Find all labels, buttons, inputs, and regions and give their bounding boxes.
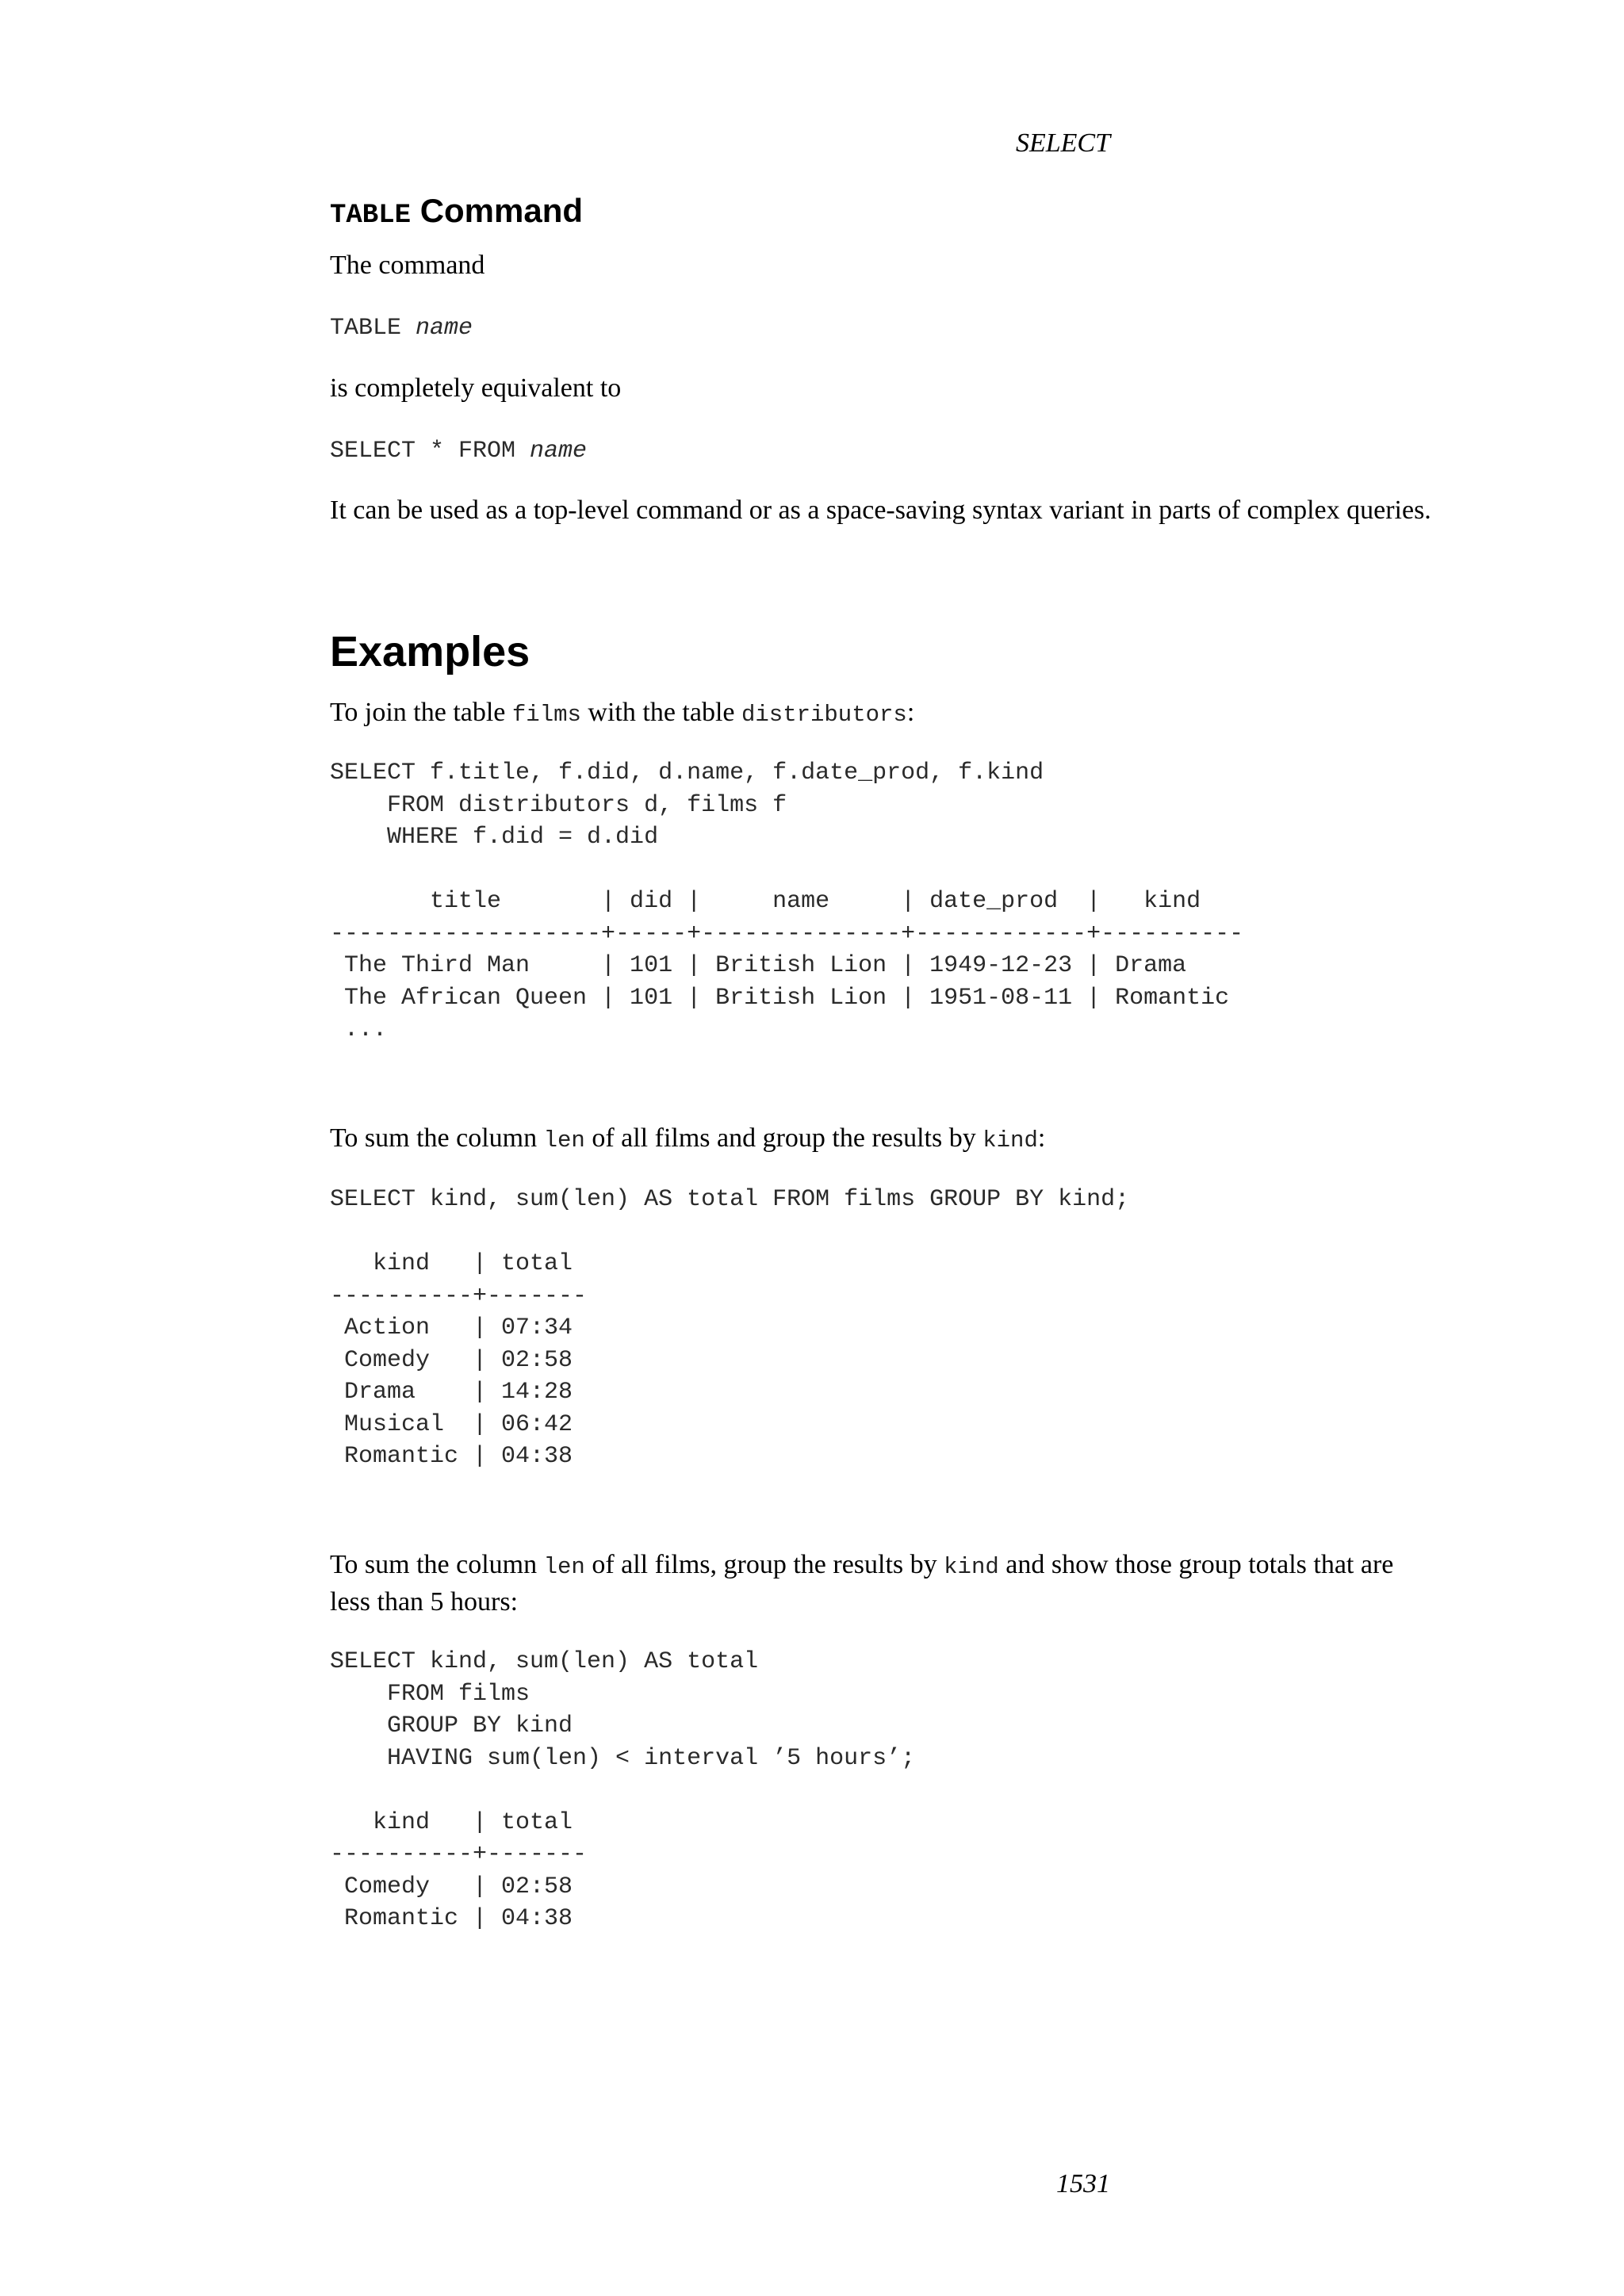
code-kind: kind <box>982 1127 1038 1154</box>
code-distributors: distributors <box>741 702 907 728</box>
code-films: films <box>511 702 581 728</box>
examples-heading: Examples <box>330 628 530 675</box>
example1-code: SELECT f.title, f.did, d.name, f.date_prod, f.kind FROM distributors d, films f WHERE f.did = d.did title | did | name | date_prod | kind -------------------+-----+--------------+------------+---------- The Third Man | 101 | British Lion | 1949-12-23 | Drama The African Queen | 101 | British Lion | 1951-08-11 | Romantic ... <box>330 760 1244 1043</box>
example3-code: SELECT kind, sum(len) AS total FROM films GROUP BY kind HAVING sum(len) < interval ’5 hours’; kind | total ----------+------- Comedy | 02:58 Romantic | 04:38 <box>330 1648 916 1932</box>
code-param: name <box>530 438 588 465</box>
code-keyword: SELECT * FROM <box>330 438 530 465</box>
intro-paragraph: The command <box>330 251 485 280</box>
example1-intro: To join the table films with the table distributors: <box>330 698 915 728</box>
page-number: 1531 <box>1056 2169 1110 2198</box>
code-len: len <box>543 1554 585 1580</box>
example2-intro: To sum the column len of all films and group the results by kind: <box>330 1123 1046 1154</box>
running-header: SELECT <box>1015 128 1110 158</box>
usage-paragraph: It can be used as a top-level command or as a space-saving syntax variant in parts of complex queries. <box>330 496 1431 525</box>
heading-rest: Command <box>411 192 584 229</box>
code-kind: kind <box>944 1554 999 1580</box>
heading-keyword: TABLE <box>330 201 412 231</box>
code-keyword: TABLE <box>330 315 416 342</box>
code-select-star <box>330 435 1440 467</box>
example2-code: SELECT kind, sum(len) AS total FROM films GROUP BY kind; kind | total ----------+------- Action | 07:34 Comedy | 02:58 Drama | 14:28 Musical | 06:42 Romantic | 04:38 <box>330 1186 1130 1470</box>
equivalence-paragraph: is completely equivalent to <box>330 373 622 403</box>
section-heading-table-command <box>330 189 1440 238</box>
code-param: name <box>416 315 473 342</box>
code-table-name <box>330 312 1440 344</box>
code-len: len <box>543 1127 585 1154</box>
example3-intro: To sum the column len of all films, group the results by kind and show those group totals that are less than 5 hours: <box>330 1550 1394 1617</box>
